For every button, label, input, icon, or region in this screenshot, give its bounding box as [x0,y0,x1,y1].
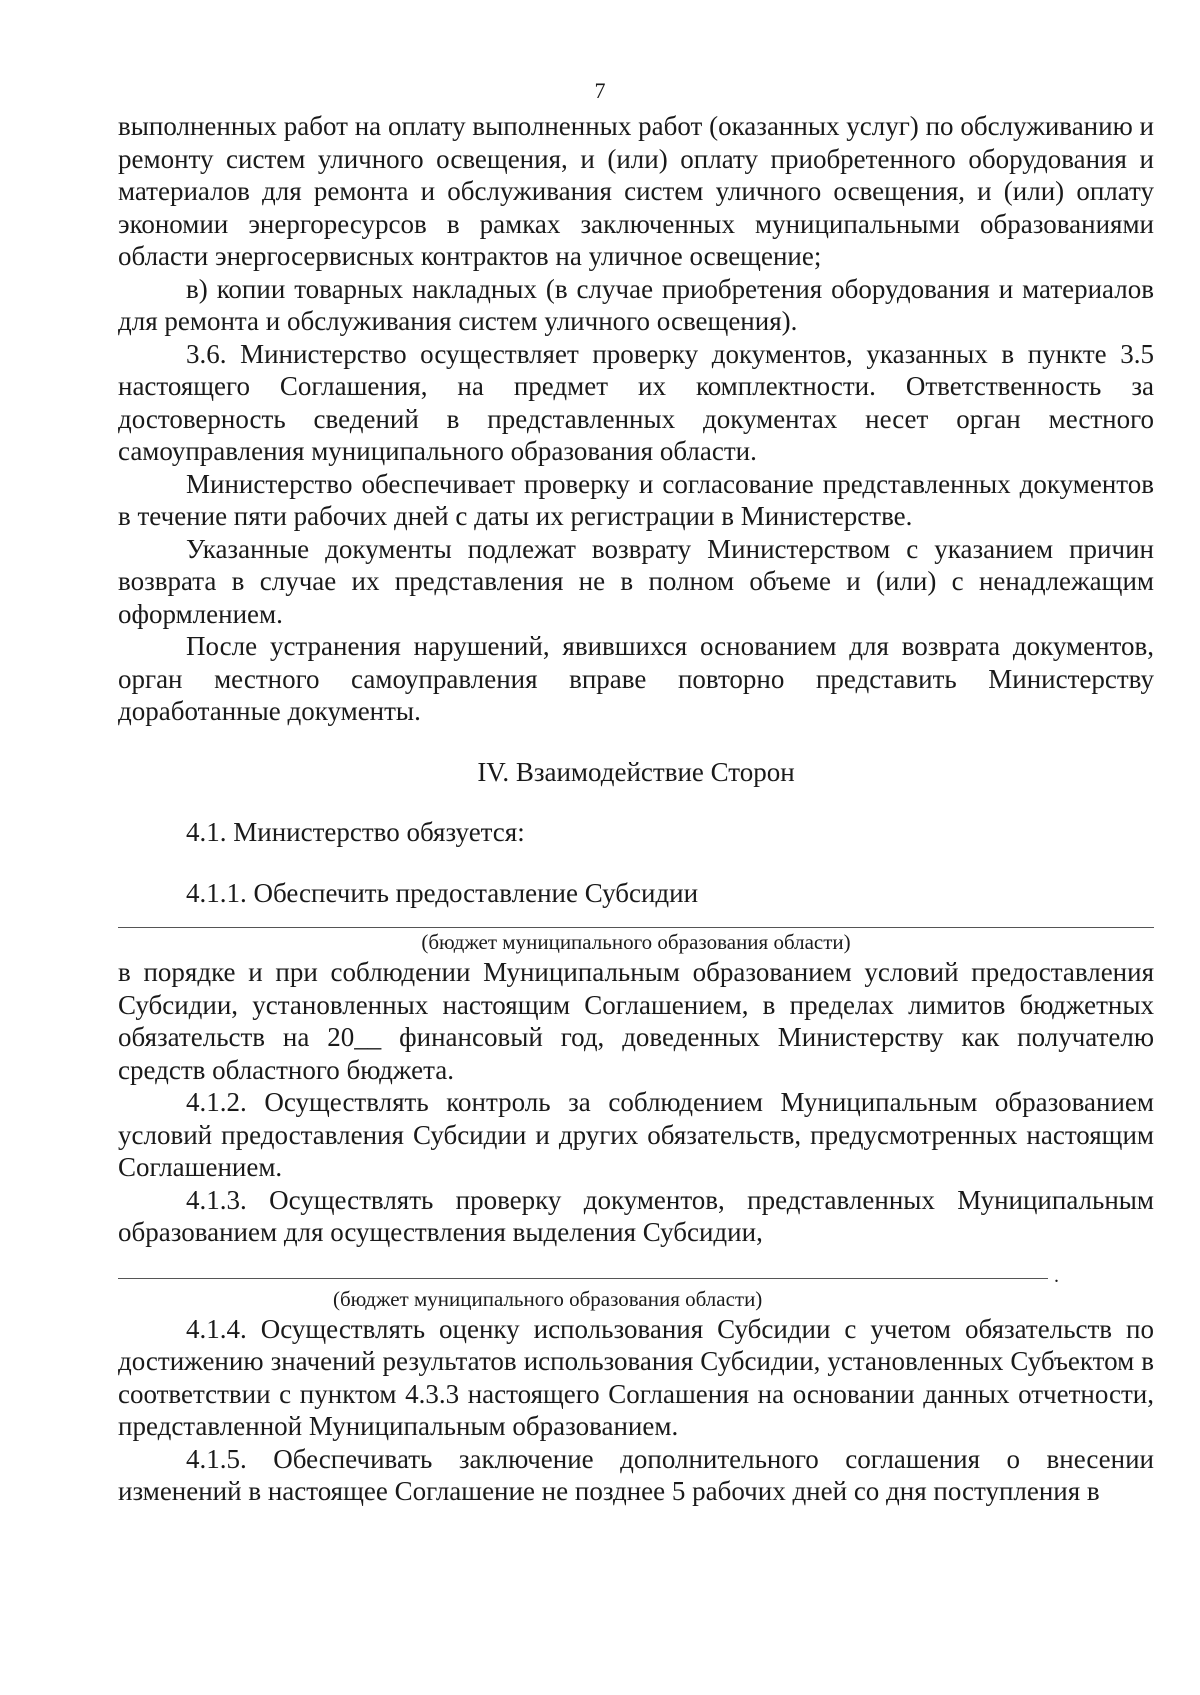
paragraph-4-1-3: 4.1.3. Осуществлять проверку документов, представленных Муниципальным образованием для осуществления выделения Субсидии, [118,1184,1154,1247]
paragraph-4-1-5: 4.1.5. Обеспечивать заключение дополнительного соглашения о внесении изменений в настоящее Соглашение не позднее 5 рабочих дней со дня поступления в [118,1443,1154,1506]
paragraph-resubmit: После устранения нарушений, явившихся основанием для возврата документов, орган местного самоуправления вправе повторно представить Министерству доработанные документы. [118,631,1154,726]
document-body [118,110,1154,1508]
fill-in-line [118,927,1154,928]
fill-in-caption-2: (бюджет муниципального образования области) [333,1286,763,1311]
paragraph-ministry-check: Министерство обеспечивает проверку и согласование представленных документов в течение пяти рабочих дней с даты их регистрации в Министерстве. [118,468,1154,531]
paragraph-return: Указанные документы подлежат возврату Министерством с указанием причин возврата в случае их представления не в полном объеме и (или) с ненадлежащим оформлением. [118,533,1154,629]
fill-in-rule [118,1278,1048,1279]
paragraph-4-1: 4.1. Министерство обязуется: [186,817,525,847]
paragraph-item-v: в) копии товарных накладных (в случае приобретения оборудования и материалов для ремонта и обслуживания систем уличного освещения). [118,273,1154,336]
paragraph-4-1-1-continuation: в порядке и при соблюдении Муниципальным образованием условий предоставления Субсидии, установленных настоящим Соглашением, в пределах лимитов бюджетных обязательств на 20__ финансовый год, доведенных Министерству как получателю средств областного бюджета. [118,957,1154,1085]
fill-in-line-2 [118,1264,1154,1287]
paragraph-continuation: выполненных работ на оплату выполненных работ (оказанных услуг) по обслуживанию и ремонту систем уличного освещения, и (или) оплату приобретенного оборудования и материалов для ремонта и обслуживания систем уличного освещения, и (или) оплату экономии энергоресурсов в рамках заключенных муниципальными образованиями области энергосервисных контрактов на уличное освещение; [118,111,1154,271]
spacer [118,849,1154,877]
section-heading: IV. Взаимодействие Сторон [477,756,795,787]
paragraph-4-1-1: 4.1.1. Обеспечить предоставление Субсидии [186,877,699,908]
paragraph-4-1-2: 4.1.2. Осуществлять контроль за соблюдением Муниципальным образованием условий предоставления Субсидии и других обязательств, предусмотренных настоящим Соглашением. [118,1087,1154,1182]
fill-in-caption: (бюджет муниципального образования области) [421,930,851,954]
paragraph-4-1-4: 4.1.4. Осуществлять оценку использования Субсидии с учетом обязательств по достижению значений результатов использования Субсидии, установленных Субъектом в соответствии с пунктом 4.3.3 настоящего Соглашения на основании данных отчетности, представленной Муниципальным образованием. [118,1313,1154,1441]
page-number: 7 [594,78,606,103]
paragraph-3-6: 3.6. Министерство осуществляет проверку документов, указанных в пункте 3.5 настоящего Соглашения, на предмет их комплектности. Ответственность за достоверность сведений в представленных документах несет орган местного самоуправления муниципального образования области. [118,338,1154,466]
fill-in-period: . [1054,1264,1059,1287]
